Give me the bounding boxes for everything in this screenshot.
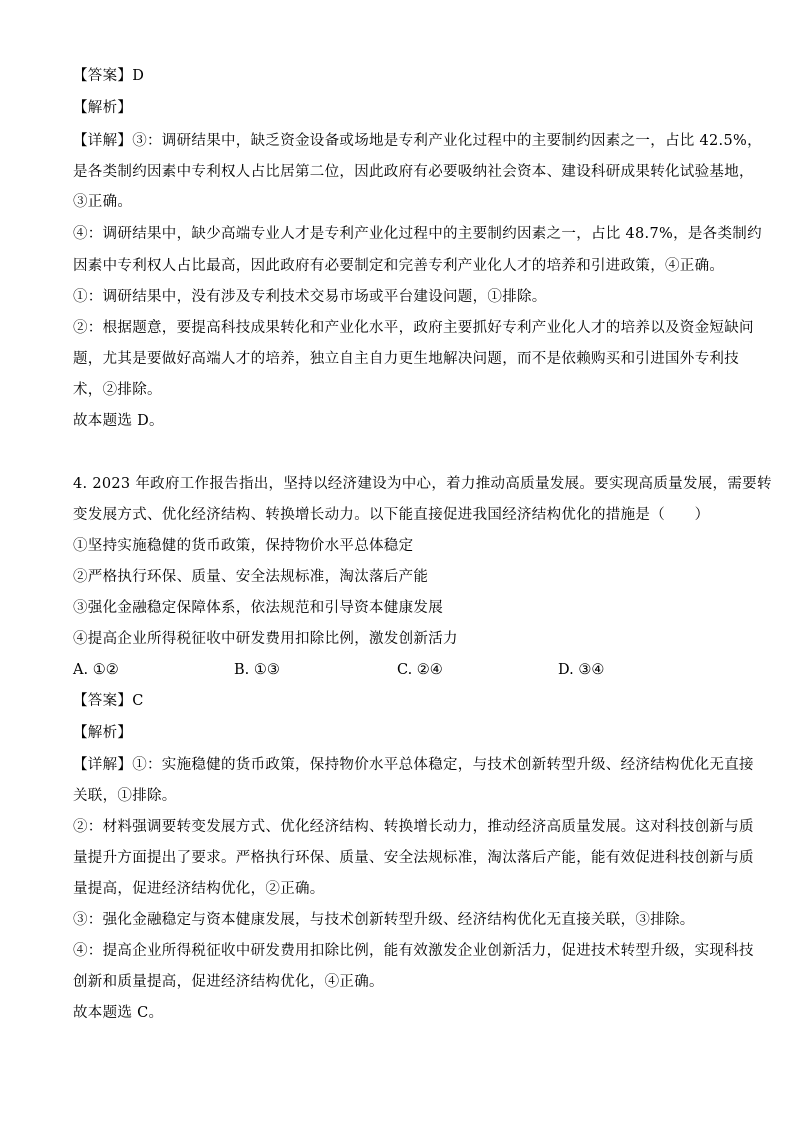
q4-item: ③强化金融稳定保障体系，依法规范和引导资本健康发展: [73, 600, 443, 616]
q4-item: ①坚持实施稳健的货币政策，保持物价水平总体稳定: [73, 538, 414, 554]
q4-option-d: D. ③④: [558, 662, 605, 678]
q3-detail-line: ③正确。: [73, 194, 133, 210]
q4-detail-line: ②：材料强调要转变发展方式、优化经济结构、转换增长动力，推动经济高质量发展。这对科技创新与质: [73, 819, 754, 835]
q3-detail-line: 【详解】③：调研结果中，缺乏资金设备或场地是专利产业化过程中的主要制约因素之一，占比 42.5%，: [73, 133, 762, 149]
q3-detail-line: ②：根据题意，要提高科技成果转化和产业化水平，政府主要抓好专利产业化人才的培养以及资金短缺问: [73, 320, 754, 336]
q4-stem-line: 4. 2023 年政府工作报告指出，坚持以经济建设为中心，着力推动高质量发展。要实现高质量发展，需要转: [73, 476, 772, 492]
q3-detail-line: 是各类制约因素中专利权人占比居第二位，因此政府有必要吸纳社会资本、建设科研成果转化试验基地，: [73, 164, 754, 180]
q3-detail-line: ①：调研结果中，没有涉及专利技术交易市场或平台建设问题，①排除。: [73, 289, 547, 305]
q4-detail-line: 创新和质量提高，促进经济结构优化，④正确。: [73, 974, 384, 990]
q3-detail-line: 题，尤其是要做好高端人才的培养，独立自主自力更生地解决问题，而不是依赖购买和引进国外专利技: [73, 351, 739, 367]
q3-detail-line: 因素中专利权人占比最高，因此政府有必要制定和完善专利产业化人才的培养和引进政策，④正确。: [73, 258, 725, 274]
q4-item: ④提高企业所得税征收中研发费用扣除比例，激发创新活力: [73, 631, 458, 647]
q4-detail-line: 关联，①排除。: [73, 788, 177, 804]
q4-option-c: C. ②④: [397, 662, 443, 678]
q3-analysis-heading: 【解析】: [73, 100, 133, 116]
q4-stem-line: 变发展方式、优化经济结构、转换增长动力。以下能直接促进我国经济结构优化的措施是（ ）: [73, 507, 710, 523]
q4-detail-line: ③：强化金融稳定与资本健康发展，与技术创新转型升级、经济结构优化无直接关联，③排除。: [73, 912, 695, 928]
q3-detail-line: ④：调研结果中，缺少高端专业人才是专利产业化过程中的主要制约因素之一，占比 48.7%，是各类制约: [73, 226, 762, 242]
q3-answer: 【答案】D: [73, 68, 145, 84]
q4-detail-line: 【详解】①：实施稳健的货币政策，保持物价水平总体稳定，与技术创新转型升级、经济结构优化无直接: [73, 757, 754, 773]
q4-option-b: B. ①③: [234, 662, 280, 678]
q3-conclusion: 故本题选 D。: [73, 413, 164, 429]
q4-item: ②严格执行环保、质量、安全法规标准，淘汰落后产能: [73, 569, 429, 585]
q4-detail-line: 量提升方面提出了要求。严格执行环保、质量、安全法规标准，淘汰落后产能，能有效促进科技创新与质: [73, 850, 754, 866]
q4-conclusion: 故本题选 C。: [73, 1005, 164, 1021]
q4-answer: 【答案】C: [73, 693, 144, 709]
q4-option-a: A. ①②: [73, 662, 119, 678]
q4-detail-line: 量提高，促进经济结构优化，②正确。: [73, 881, 325, 897]
q4-detail-line: ④：提高企业所得税征收中研发费用扣除比例，能有效激发企业创新活力，促进技术转型升级，实现科技: [73, 943, 754, 959]
q4-analysis-heading: 【解析】: [73, 725, 133, 741]
q3-detail-line: 术，②排除。: [73, 382, 162, 398]
